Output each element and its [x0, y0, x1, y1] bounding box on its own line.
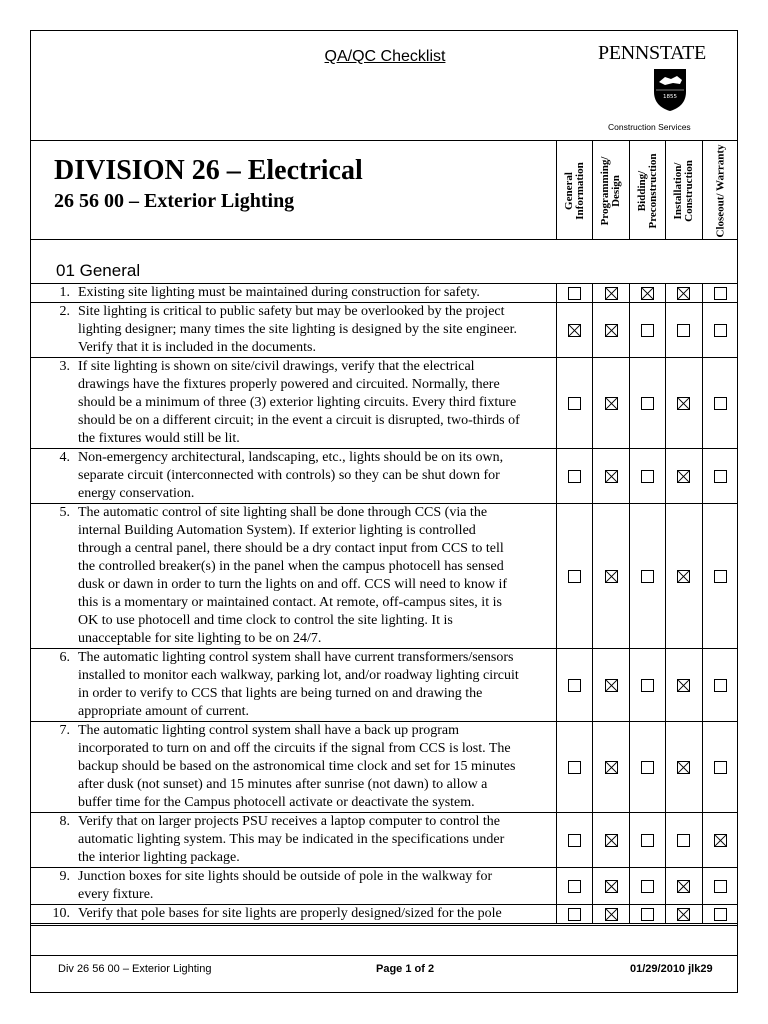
item-text-line: unacceptable for site lighting to be on 24/7. — [78, 631, 322, 646]
empty-checkbox[interactable] — [714, 470, 727, 483]
item-text-line: the fixtures would still be lit. — [78, 431, 240, 446]
checkbox-cell — [556, 649, 592, 721]
logo-caption: Construction Services — [608, 122, 691, 132]
item-text-line: separate circuit (interconnected with controls) so they can be shut down for — [78, 468, 500, 483]
item-text-line: this is a momentary or maintained contact. At remote, off-campus sites, it is — [78, 595, 502, 610]
empty-checkbox[interactable] — [641, 470, 654, 483]
checked-checkbox[interactable] — [677, 470, 690, 483]
item-text — [78, 722, 556, 812]
division-title: DIVISION 26 – Electrical — [54, 155, 363, 186]
empty-checkbox[interactable] — [568, 761, 581, 774]
checkbox-cell — [629, 813, 665, 867]
checkbox-cell — [702, 868, 738, 904]
column-header: Closeout/ Warranty — [714, 144, 726, 238]
item-number: 10. — [52, 906, 70, 921]
division-divider — [30, 239, 738, 240]
checked-checkbox[interactable] — [605, 880, 618, 893]
empty-checkbox[interactable] — [641, 679, 654, 692]
item-text-line: dusk or dawn in order to turn the lights on and off. CCS will need to know if — [78, 577, 508, 592]
checkbox-cell — [665, 868, 701, 904]
item-text-line: OK to use photocell and time clock to control the site lighting. It is — [78, 613, 453, 628]
checked-checkbox[interactable] — [677, 908, 690, 921]
table-row — [30, 448, 738, 503]
empty-checkbox[interactable] — [714, 679, 727, 692]
footer-page: Page 1 of 2 — [376, 963, 435, 975]
column-header: Programming/ Design — [598, 156, 622, 226]
item-text-line: should be a minimum of three (3) exterior lighting circuits. Every third fixture — [78, 395, 517, 410]
table-row — [30, 503, 738, 648]
checkbox-cell — [556, 284, 592, 302]
checkbox-cell — [556, 504, 592, 648]
checked-checkbox[interactable] — [605, 679, 618, 692]
item-number: 3. — [59, 359, 70, 374]
item-text-line: The automatic lighting control system shall have current transformers/sensors — [78, 650, 514, 665]
item-number: 8. — [59, 814, 70, 829]
checkbox-cell — [592, 303, 628, 357]
item-text-line: Verify that on larger projects PSU receives a laptop computer to control the — [78, 814, 500, 829]
item-text-line: appropriate amount of current. — [78, 704, 250, 719]
checkbox-cell — [665, 303, 701, 357]
item-text-line: backup should be based on the astronomical time clock and set for 15 minutes — [78, 759, 516, 774]
checked-checkbox[interactable] — [605, 834, 618, 847]
item-number: 2. — [59, 304, 70, 319]
checkbox-cell — [665, 905, 701, 923]
checkbox-cell — [592, 905, 628, 923]
item-text-line: after dusk (not sunset) and 15 minutes after sunrise (not dawn) to allow a — [78, 777, 488, 792]
checked-checkbox[interactable] — [677, 679, 690, 692]
empty-checkbox[interactable] — [677, 324, 690, 337]
checked-checkbox[interactable] — [605, 287, 618, 300]
checked-checkbox[interactable] — [677, 761, 690, 774]
checkbox-cell — [592, 284, 628, 302]
checkbox-cell — [592, 649, 628, 721]
empty-checkbox[interactable] — [568, 880, 581, 893]
checkbox-cell — [702, 722, 738, 812]
empty-checkbox[interactable] — [714, 761, 727, 774]
item-number: 7. — [59, 723, 70, 738]
checkbox-cell — [665, 284, 701, 302]
header-divider — [30, 140, 738, 141]
empty-checkbox[interactable] — [641, 761, 654, 774]
item-text-line: Verify that it is included in the documents. — [78, 340, 316, 355]
checkbox-cell — [592, 504, 628, 648]
item-number: 9. — [59, 869, 70, 884]
item-number: 5. — [59, 505, 70, 520]
checklist-table — [30, 283, 738, 924]
logo-year: 1855 — [663, 94, 677, 100]
checkbox-cell — [702, 649, 738, 721]
checkbox-cell — [592, 358, 628, 448]
checkbox-cell — [629, 504, 665, 648]
item-number: 1. — [59, 285, 70, 300]
item-text-line: every fixture. — [78, 887, 154, 902]
item-text-line: Existing site lighting must be maintained during construction for safety. — [78, 285, 480, 300]
checkbox-cell — [665, 649, 701, 721]
pennstate-shield-icon — [653, 68, 687, 112]
empty-checkbox[interactable] — [568, 834, 581, 847]
empty-checkbox[interactable] — [641, 908, 654, 921]
checkbox-cell — [702, 284, 738, 302]
column-header: Installation/ Construction — [671, 160, 695, 222]
table-row — [30, 302, 738, 357]
footer-divider — [30, 955, 738, 956]
item-text-line: installed to monitor each walkway, parking lot, and/or roadway lighting circuit — [78, 668, 519, 683]
checkbox-cell — [665, 449, 701, 503]
item-text — [78, 813, 556, 867]
checked-checkbox[interactable] — [605, 908, 618, 921]
checkbox-cell — [665, 358, 701, 448]
empty-checkbox[interactable] — [714, 287, 727, 300]
checkbox-cell — [629, 449, 665, 503]
column-header: General Information — [562, 162, 586, 220]
item-text-line: buffer time for the Campus photocell activate or deactivate the system. — [78, 795, 475, 810]
item-text-line: the controlled breaker(s) in the panel when the campus photocell has sensed — [78, 559, 504, 574]
checked-checkbox[interactable] — [605, 761, 618, 774]
checked-checkbox[interactable] — [714, 834, 727, 847]
item-text-line: The automatic control of site lighting shall be done through CCS (via the — [78, 505, 488, 520]
table-row — [30, 721, 738, 812]
empty-checkbox[interactable] — [677, 834, 690, 847]
checked-checkbox[interactable] — [641, 287, 654, 300]
item-text-line: through a central panel, there should be a dry contact input from CCS to tell — [78, 541, 504, 556]
item-number: 6. — [59, 650, 70, 665]
empty-checkbox[interactable] — [714, 908, 727, 921]
empty-checkbox[interactable] — [568, 679, 581, 692]
table-row — [30, 904, 738, 924]
checked-checkbox[interactable] — [605, 570, 618, 583]
empty-checkbox[interactable] — [641, 570, 654, 583]
item-text-line: If site lighting is shown on site/civil drawings, verify that the electrical — [78, 359, 475, 374]
checkbox-cell — [629, 303, 665, 357]
item-number: 4. — [59, 450, 70, 465]
column-header: Bidding/ Preconstruction — [635, 153, 659, 229]
item-text-line: Non-emergency architectural, landscaping, etc., lights should be on its own, — [78, 450, 504, 465]
item-text — [78, 303, 556, 357]
checked-checkbox[interactable] — [605, 397, 618, 410]
item-text — [78, 449, 556, 503]
table-row — [30, 812, 738, 867]
item-text-line: Verify that pole bases for site lights are properly designed/sized for the pole — [78, 906, 502, 921]
section-label: 01 General — [56, 261, 141, 280]
checkbox-cell — [629, 358, 665, 448]
item-text-line: The automatic lighting control system shall have a back up program — [78, 723, 460, 738]
checkbox-cell — [665, 722, 701, 812]
empty-checkbox[interactable] — [641, 880, 654, 893]
checkbox-cell — [629, 905, 665, 923]
item-text — [78, 868, 556, 904]
checked-checkbox[interactable] — [605, 324, 618, 337]
item-text — [78, 905, 556, 923]
item-text-line: in order to verify to CCS that lights are being turned on and drawing the — [78, 686, 483, 701]
checkbox-cell — [702, 813, 738, 867]
footer-date: 01/29/2010 jlk29 — [630, 963, 713, 975]
empty-checkbox[interactable] — [568, 470, 581, 483]
empty-checkbox[interactable] — [641, 397, 654, 410]
checkbox-cell — [556, 303, 592, 357]
division-subtitle: 26 56 00 – Exterior Lighting — [54, 190, 295, 212]
checkbox-cell — [556, 905, 592, 923]
empty-checkbox[interactable] — [568, 397, 581, 410]
checklist-title: QA/QC Checklist — [324, 48, 446, 65]
checkbox-cell — [665, 813, 701, 867]
checkbox-cell — [592, 449, 628, 503]
item-text — [78, 649, 556, 721]
checked-checkbox[interactable] — [568, 324, 581, 337]
item-text — [78, 504, 556, 648]
empty-checkbox[interactable] — [568, 570, 581, 583]
empty-checkbox[interactable] — [568, 908, 581, 921]
checkbox-cell — [665, 504, 701, 648]
checkbox-cell — [702, 303, 738, 357]
item-text-line: energy conservation. — [78, 486, 195, 501]
checkbox-cell — [702, 905, 738, 923]
checkbox-cell — [592, 868, 628, 904]
checkbox-cell — [556, 868, 592, 904]
item-text-line: incorporated to turn on and off the circuits if the signal from CCS is lost. The — [78, 741, 511, 756]
table-row — [30, 648, 738, 721]
item-text — [78, 358, 556, 448]
checkbox-cell — [702, 504, 738, 648]
checkbox-cell — [629, 649, 665, 721]
empty-checkbox[interactable] — [714, 570, 727, 583]
checked-checkbox[interactable] — [677, 570, 690, 583]
checkbox-cell — [556, 722, 592, 812]
empty-checkbox[interactable] — [641, 834, 654, 847]
checked-checkbox[interactable] — [677, 397, 690, 410]
checkbox-cell — [629, 722, 665, 812]
pennstate-logo-text: PENNSTATE — [598, 42, 706, 64]
checkbox-cell — [592, 722, 628, 812]
item-text-line: automatic lighting system. This may be indicated in the specifications under — [78, 832, 505, 847]
item-text — [78, 284, 556, 302]
item-text-line: internal Building Automation System). If exterior lighting is controlled — [78, 523, 476, 538]
checked-checkbox[interactable] — [605, 470, 618, 483]
item-text-line: the interior lighting package. — [78, 850, 240, 865]
footer-left: Div 26 56 00 – Exterior Lighting — [58, 963, 212, 975]
item-text-line: Junction boxes for site lights should be outside of pole in the walkway for — [78, 869, 493, 884]
checkbox-cell — [702, 449, 738, 503]
item-text-line: Site lighting is critical to public safety but may be overlooked by the project — [78, 304, 505, 319]
table-row — [30, 357, 738, 448]
checkbox-cell — [629, 284, 665, 302]
footer-top-divider — [30, 925, 738, 926]
table-row — [30, 283, 738, 302]
checkbox-cell — [556, 449, 592, 503]
empty-checkbox[interactable] — [714, 880, 727, 893]
checkbox-cell — [702, 358, 738, 448]
item-text-line: drawings have the fixtures properly powered and circuited. Normally, there — [78, 377, 500, 392]
checkbox-cell — [556, 358, 592, 448]
checkbox-cell — [629, 868, 665, 904]
table-row — [30, 867, 738, 904]
checkbox-cell — [592, 813, 628, 867]
item-text-line: should be on a different circuit; in the event a circuit is disrupted, two-thirds of — [78, 413, 520, 428]
empty-checkbox[interactable] — [714, 397, 727, 410]
checked-checkbox[interactable] — [677, 287, 690, 300]
item-text-line: lighting designer; many times the site lighting is designed by the site engineer. — [78, 322, 517, 337]
checkbox-cell — [556, 813, 592, 867]
empty-checkbox[interactable] — [641, 324, 654, 337]
empty-checkbox[interactable] — [568, 287, 581, 300]
checked-checkbox[interactable] — [677, 880, 690, 893]
empty-checkbox[interactable] — [714, 324, 727, 337]
